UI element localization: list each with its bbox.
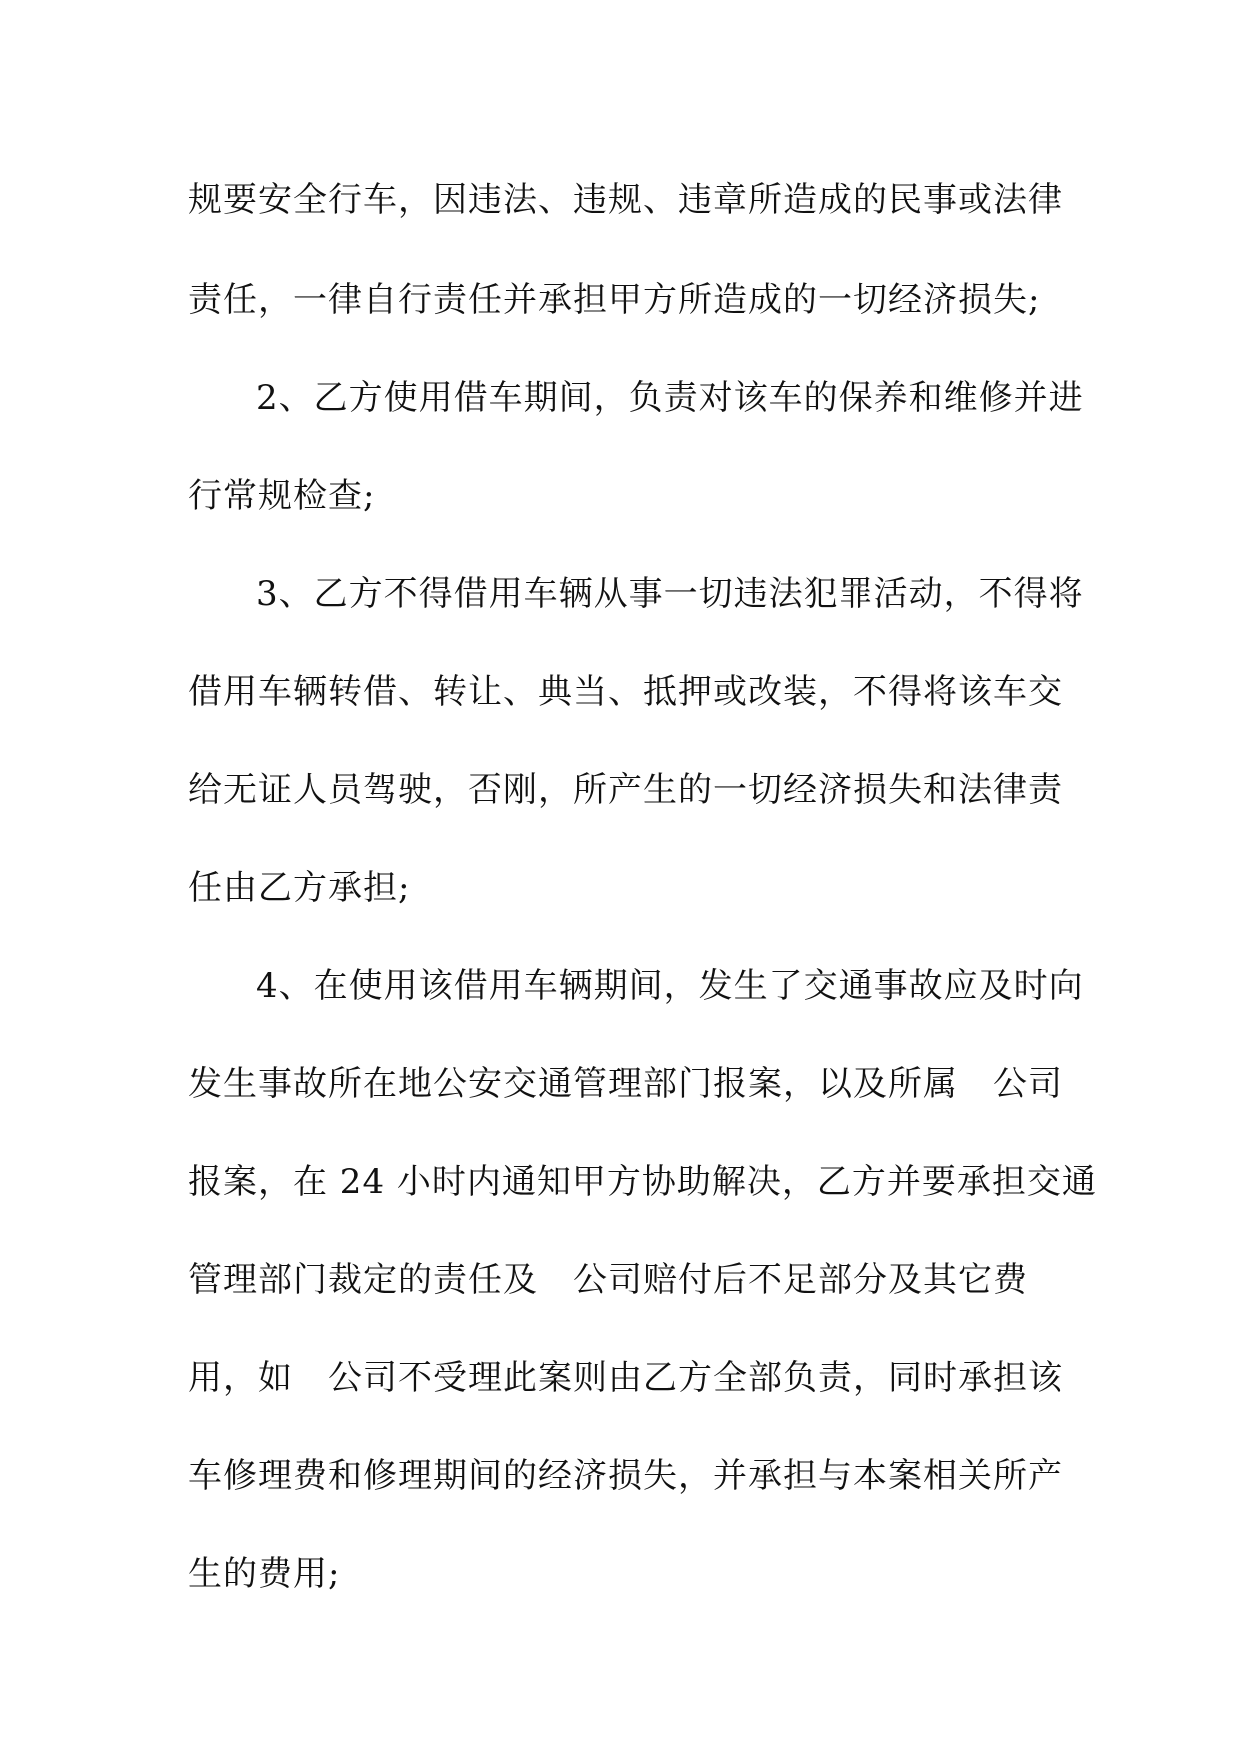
text-line: 责任，一律自行责任并承担甲方所造成的一切经济损失; bbox=[188, 280, 1041, 320]
text-line: 借用车辆转借、转让、典当、抵押或改装，不得将该车交 bbox=[188, 672, 1063, 712]
paragraph-item-4-start: 4、在使用该借用车辆期间，发生了交通事故应及时向 bbox=[256, 966, 1084, 1006]
text-line: 生的费用; bbox=[188, 1554, 341, 1594]
paragraph-item-2-start: 2、乙方使用借车期间，负责对该车的保养和维修并进 bbox=[256, 378, 1084, 418]
text-line: 任由乙方承担; bbox=[188, 868, 411, 908]
text-line: 管理部门裁定的责任及 公司赔付后不足部分及其它费 bbox=[188, 1260, 1028, 1300]
text-line: 用，如 公司不受理此案则由乙方全部负责，同时承担该 bbox=[188, 1358, 1063, 1398]
text-line: 行常规检查; bbox=[188, 476, 376, 516]
text-line: 车修理费和修理期间的经济损失，并承担与本案相关所产 bbox=[188, 1456, 1063, 1496]
paragraph-item-3-start: 3、乙方不得借用车辆从事一切违法犯罪活动，不得将 bbox=[256, 574, 1084, 614]
text-line: 规要安全行车，因违法、违规、违章所造成的民事或法律 bbox=[188, 180, 1063, 220]
text-line: 给无证人员驾驶，否刚，所产生的一切经济损失和法律责 bbox=[188, 770, 1063, 810]
text-line: 报案，在 24 小时内通知甲方协助解决，乙方并要承担交通 bbox=[188, 1162, 1097, 1202]
text-line: 发生事故所在地公安交通管理部门报案，以及所属 公司 bbox=[188, 1064, 1063, 1104]
